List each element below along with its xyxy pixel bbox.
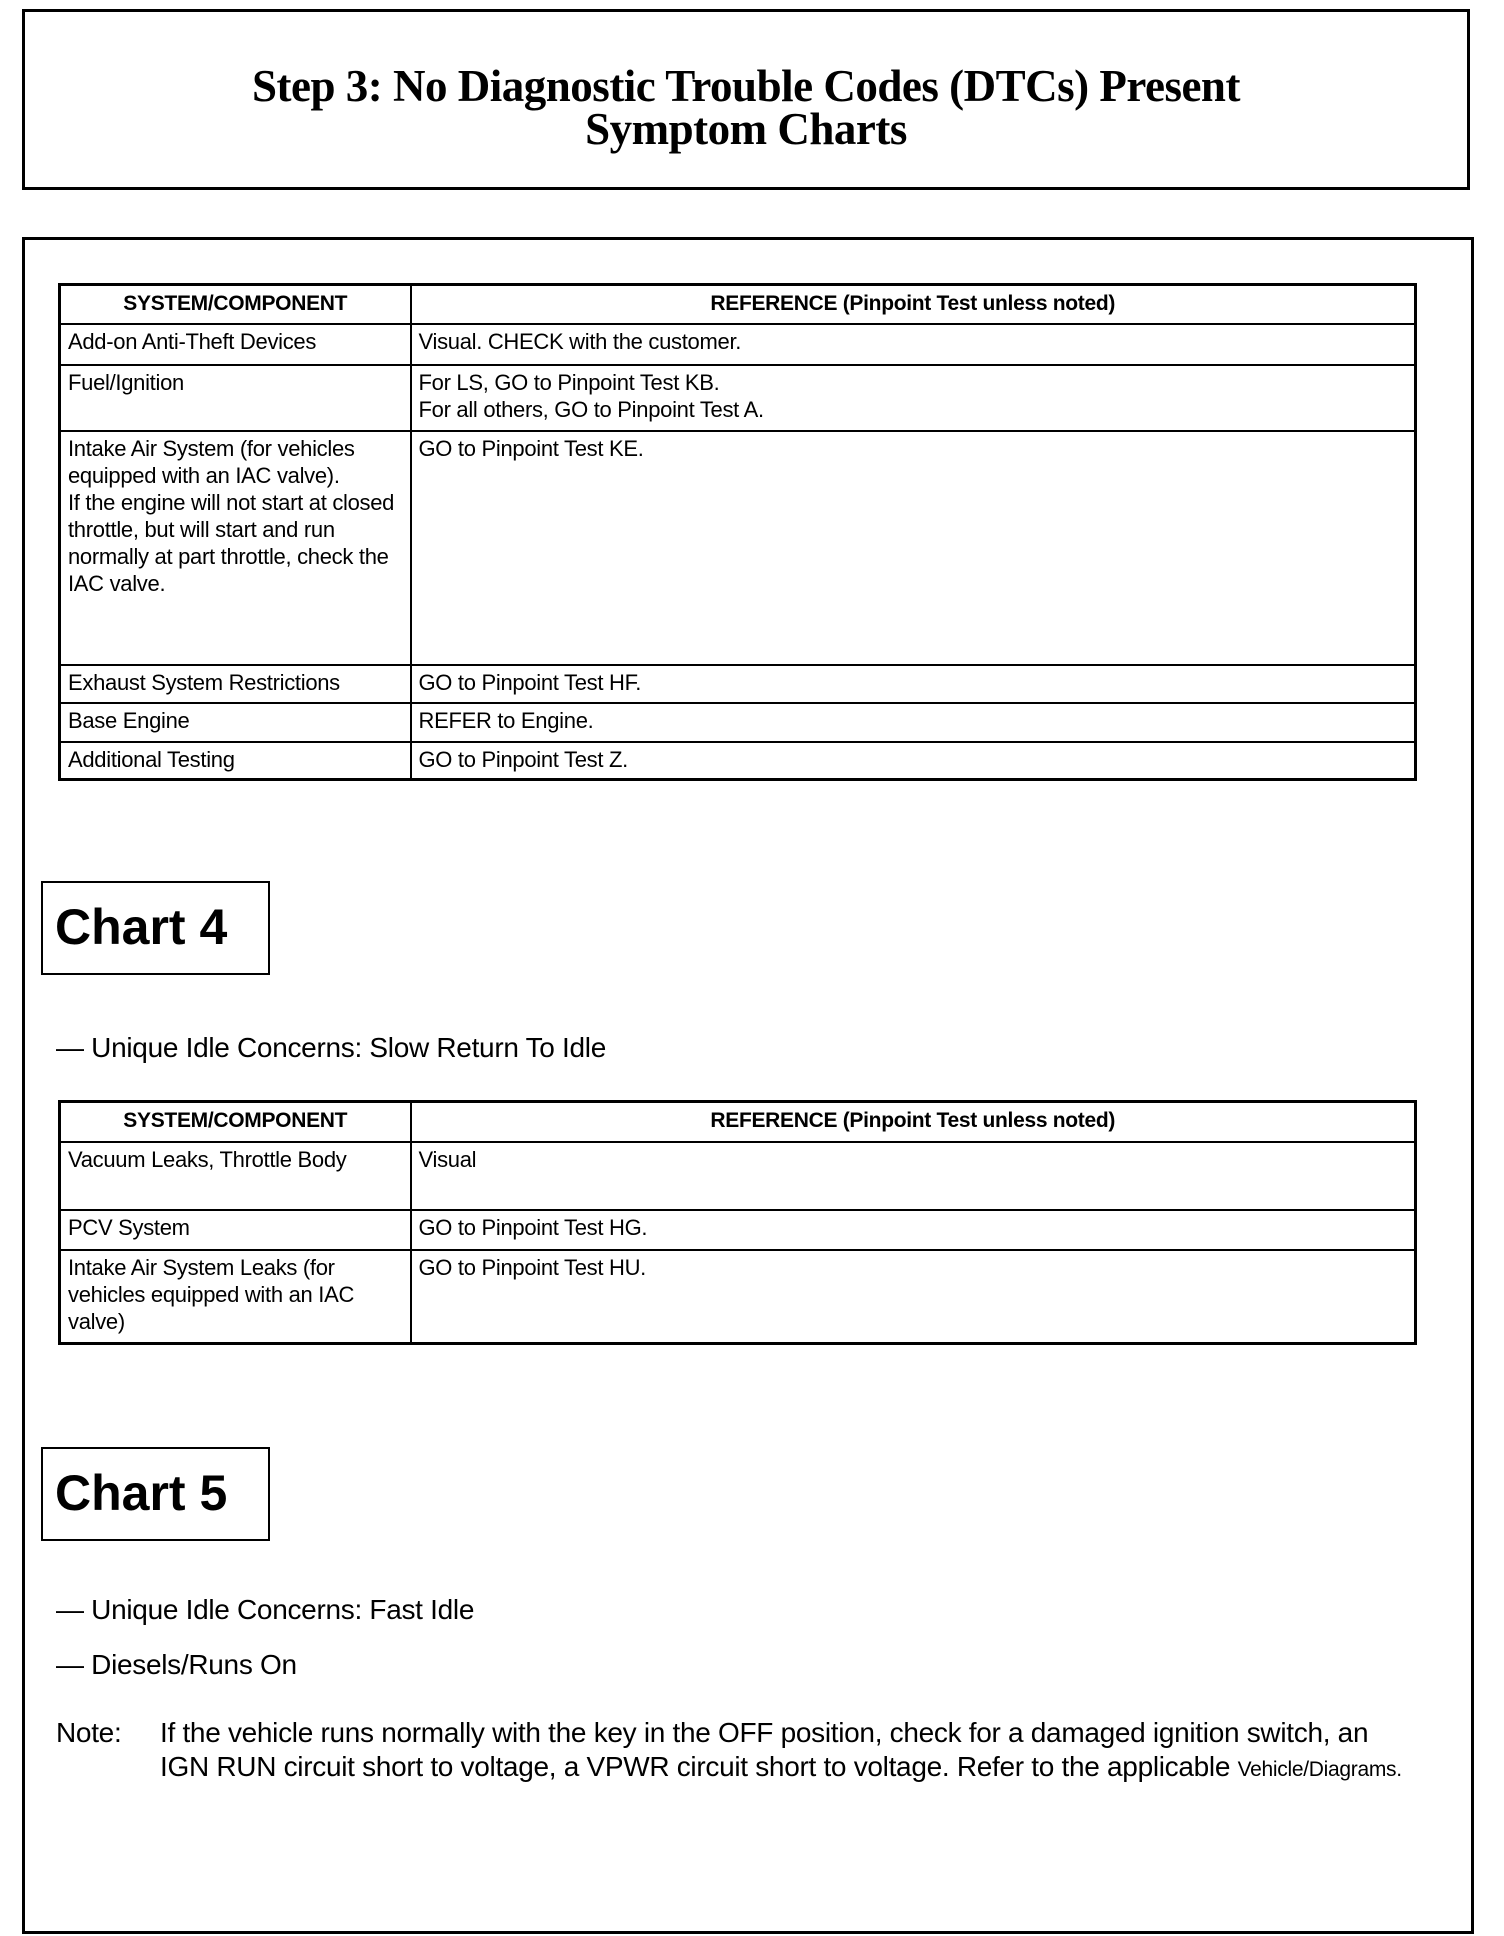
reference-cell: GO to Pinpoint Test Z. [411, 742, 1416, 780]
table-row [60, 742, 1416, 780]
component-cell: Intake Air System Leaks (for vehicles equipped with an IAC valve) [60, 1250, 411, 1344]
component-cell [60, 431, 411, 665]
reference-line: For LS, GO to Pinpoint Test KB. [418, 369, 720, 395]
note-label: Note: [56, 1717, 122, 1748]
page-title-line1: Step 3: No Diagnostic Trouble Codes (DTCs) Present [252, 61, 1240, 111]
chart-5-label: Chart 5 [41, 1447, 270, 1541]
symptom-table-2 [58, 1100, 1417, 1345]
component-cell: Additional Testing [60, 742, 411, 780]
reference-cell: Visual [411, 1142, 1416, 1210]
component-cell: Base Engine [60, 703, 411, 742]
component-cell: Fuel/Ignition [60, 365, 411, 431]
table-row [60, 1210, 1416, 1250]
table-row [60, 324, 1416, 365]
table-row [60, 703, 1416, 742]
component-line: If the engine will not start at closed throttle, but will start and run normally at part throttle, check the IAC valve. [68, 489, 395, 596]
table-header-row [60, 1102, 1416, 1142]
note-text: If the vehicle runs normally with the key in the OFF position, check for a damaged ignition switch, an IGN RUN circuit short to voltage, a VPWR circuit short to voltage. Refer to the applicable [160, 1717, 1369, 1782]
reference-cell: GO to Pinpoint Test HF. [411, 665, 1416, 703]
chart-4-label: Chart 4 [41, 881, 270, 975]
table-row [60, 365, 1416, 431]
table-header-row [60, 285, 1416, 324]
reference-line: For all others, GO to Pinpoint Test A. [418, 396, 764, 422]
reference-cell: Visual. CHECK with the customer. [411, 324, 1416, 365]
component-cell: Exhaust System Restrictions [60, 665, 411, 703]
column-header: SYSTEM/COMPONENT [60, 285, 411, 324]
column-header: REFERENCE (Pinpoint Test unless noted) [411, 285, 1416, 324]
table-row [60, 431, 1416, 665]
table-row [60, 1250, 1416, 1344]
reference-cell: GO to Pinpoint Test KE. [411, 431, 1416, 665]
symptom-table-1 [58, 283, 1417, 781]
component-line: Intake Air System (for vehicles equipped with an IAC valve). [68, 435, 355, 488]
component-cell: Vacuum Leaks, Throttle Body [60, 1142, 411, 1210]
component-cell: Add-on Anti-Theft Devices [60, 324, 411, 365]
reference-cell [411, 365, 1416, 431]
note [56, 1716, 1416, 1787]
column-header: SYSTEM/COMPONENT [60, 1102, 411, 1142]
component-cell: PCV System [60, 1210, 411, 1250]
note-reference: Vehicle/Diagrams. [1237, 1758, 1402, 1781]
reference-cell: GO to Pinpoint Test HG. [411, 1210, 1416, 1250]
page-title-box [22, 9, 1470, 190]
table-row [60, 665, 1416, 703]
chart-4-bullet: — Unique Idle Concerns: Slow Return To Idle [56, 1032, 606, 1063]
table-row [60, 1142, 1416, 1210]
chart-5-bullet: — Diesels/Runs On [56, 1649, 297, 1680]
reference-cell: GO to Pinpoint Test HU. [411, 1250, 1416, 1344]
chart-5-bullet: — Unique Idle Concerns: Fast Idle [56, 1594, 475, 1625]
reference-cell: REFER to Engine. [411, 703, 1416, 742]
page-title-line2: Symptom Charts [585, 104, 907, 154]
column-header: REFERENCE (Pinpoint Test unless noted) [411, 1102, 1416, 1142]
